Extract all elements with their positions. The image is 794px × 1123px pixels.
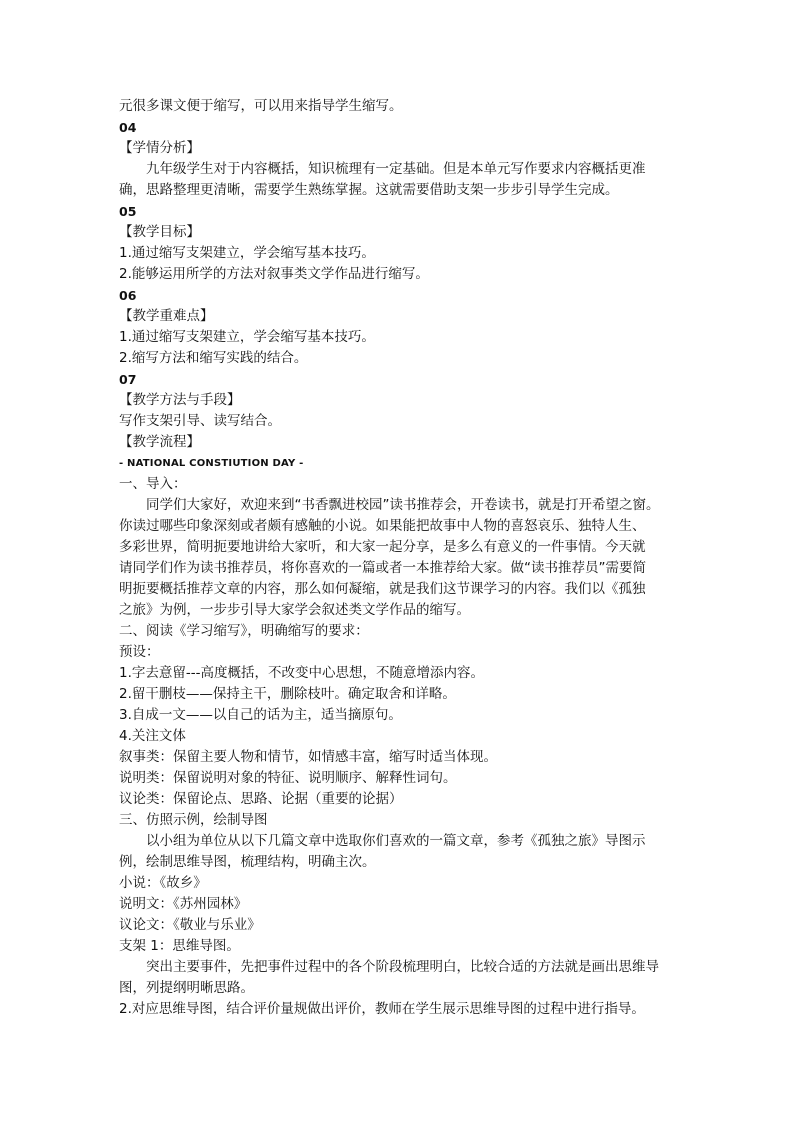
- paragraph-line: 明扼要概括推荐文章的内容，那么如何凝缩，就是我们这节课学习的内容。我们以《孤独: [119, 581, 646, 597]
- section-heading: 【学情分析】: [119, 140, 200, 156]
- paragraph-line: 突出主要事件，先把事件过程中的各个阶段梳理明白，比较合适的方法就是画出思维导: [146, 959, 659, 975]
- list-item: 2.能够运用所学的方法对叙事类文学作品进行缩写。: [119, 266, 429, 282]
- text-line: 说明文：《苏州园林》: [119, 896, 248, 912]
- list-item: 1.通过缩写支架建立，学会缩写基本技巧。: [119, 329, 375, 345]
- text-line: 议论类：保留论点、思路、论据（重要的论据）: [119, 791, 403, 807]
- section-heading: 【教学流程】: [119, 434, 200, 450]
- paragraph-line: 图，列提纲明晰思路。: [119, 980, 254, 996]
- text-line: 议论文：《敬业与乐业》: [119, 917, 261, 933]
- section-heading: 【教学重难点】: [119, 308, 214, 324]
- text-line: 元很多课文便于缩写，可以用来指导学生缩写。: [119, 98, 403, 114]
- text-line: 说明类：保留说明对象的特征、说明顺序、解释性词句。: [119, 770, 457, 786]
- paragraph-line: 例，绘制思维导图，梳理结构，明确主次。: [119, 854, 376, 870]
- text-line: 支架 1：思维导图。: [119, 938, 240, 954]
- paragraph-line: 之旅》为例，一步步引导大家学会叙述类文学作品的缩写。: [119, 602, 470, 618]
- paragraph-line: 多彩世界，简明扼要地讲给大家听，和大家一起分享，是多么有意义的一件事情。今天就: [119, 539, 646, 555]
- list-item: 4.关注文体: [119, 728, 186, 744]
- list-item: 3.自成一文——以自己的话为主，适当摘原句。: [119, 707, 402, 723]
- subsection-heading: 三、仿照示例，绘制导图: [119, 812, 268, 828]
- section-heading: 【教学方法与手段】: [119, 392, 241, 408]
- list-item: 2.留干删枝——保持主干，删除枝叶。确定取舍和详略。: [119, 686, 456, 702]
- subsection-heading: 二、阅读《学习缩写》，明确缩写的要求：: [119, 623, 369, 639]
- section-number: 05: [119, 204, 137, 219]
- paragraph-line: 确，思路整理更清晰，需要学生熟练掌握。这就需要借助支架一步步引导学生完成。: [119, 182, 619, 198]
- paragraph-line: 同学们大家好，欢迎来到“书香飘进校园”读书推荐会，开卷读书，就是打开希望之窗。: [146, 497, 660, 513]
- divider-caption: - NATIONAL CONSTIUTION DAY -: [119, 458, 304, 469]
- subsection-heading: 一、导入：: [119, 476, 187, 492]
- paragraph-line: 九年级学生对于内容概括，知识梳理有一定基础。但是本单元写作要求内容概括更准: [146, 161, 646, 177]
- text-line: 写作支架引导、读写结合。: [119, 413, 281, 429]
- section-number: 06: [119, 288, 137, 303]
- section-number: 07: [119, 372, 137, 387]
- list-item: 1.通过缩写支架建立，学会缩写基本技巧。: [119, 245, 375, 261]
- paragraph-line: 你读过哪些印象深刻或者颇有感触的小说。如果能把故事中人物的喜怒哀乐、独特人生、: [119, 518, 646, 534]
- section-heading: 【教学目标】: [119, 224, 200, 240]
- text-line: 小说：《故乡》: [119, 875, 207, 891]
- text-line: 叙事类：保留主要人物和情节，如情感丰富，缩写时适当体现。: [119, 749, 497, 765]
- paragraph-line: 请同学们作为读书推荐员，将你喜欢的一篇或者一本推荐给大家。做“读书推荐员”需要简: [119, 560, 646, 576]
- list-item: 2.缩写方法和缩写实践的结合。: [119, 350, 308, 366]
- list-item: 2.对应思维导图，结合评价量规做出评价，教师在学生展示思维导图的过程中进行指导。: [119, 1001, 645, 1017]
- list-item: 1.字去意留---高度概括，不改变中心思想，不随意增添内容。: [119, 665, 484, 681]
- text-line: 预设：: [119, 644, 160, 660]
- section-number: 04: [119, 120, 137, 135]
- paragraph-line: 以小组为单位从以下几篇文章中选取你们喜欢的一篇文章，参考《孤独之旅》导图示: [146, 833, 646, 849]
- document-body: [119, 96, 679, 1020]
